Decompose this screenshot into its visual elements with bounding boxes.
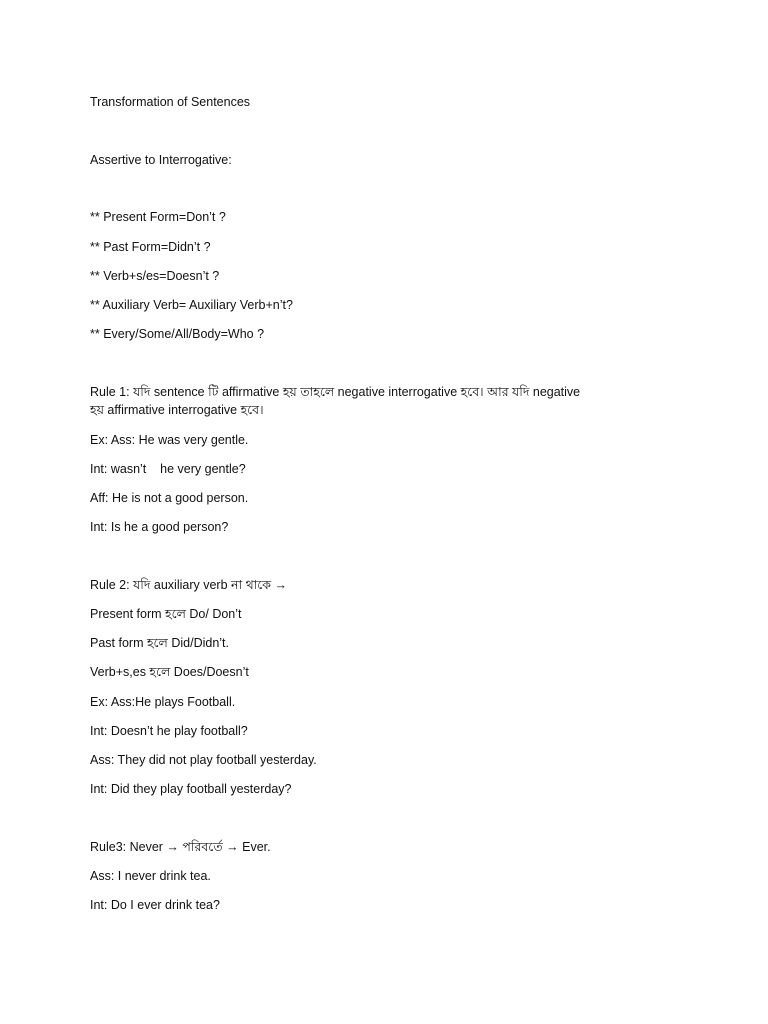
rule1-example-3: Aff: He is not a good person. [90, 491, 249, 505]
key-point-verb-s-es: ** Verb+s/es=Doesn’t ? [90, 269, 220, 283]
rule3-example-2: Int: Do I ever drink tea? [90, 898, 220, 912]
rule1-text-line2: হয় affirmative interrogative হবে। [90, 403, 264, 417]
rule3-example-1: Ass: I never drink tea. [90, 869, 211, 883]
key-point-every-some: ** Every/Some/All/Body=Who ? [90, 327, 265, 341]
rule2-item-past: Past form হলে Did/Didn’t. [90, 636, 229, 650]
document-title: Transformation of Sentences [90, 95, 251, 109]
rule2-item-present: Present form হলে Do/ Don’t [90, 607, 242, 621]
rule2-example-3: Ass: They did not play football yesterday. [90, 753, 317, 767]
document-subtitle: Assertive to Interrogative: [90, 153, 232, 167]
rule2-example-1: Ex: Ass:He plays Football. [90, 695, 236, 709]
rule2-heading: Rule 2: যদি auxiliary verb না থাকে → [90, 578, 288, 592]
rule2-example-4: Int: Did they play football yesterday? [90, 782, 292, 796]
rule1-example-1: Ex: Ass: He was very gentle. [90, 433, 249, 447]
rule2-example-2: Int: Doesn’t he play football? [90, 724, 248, 738]
key-point-auxiliary-verb: ** Auxiliary Verb= Auxiliary Verb+n’t? [90, 298, 293, 312]
rule2-item-verb-s-es: Verb+s,es হলে Does/Doesn’t [90, 665, 249, 679]
rule1-example-4: Int: Is he a good person? [90, 520, 229, 534]
rule3-heading: Rule3: Never → পরিবর্তে → Ever. [90, 840, 271, 854]
key-point-present-form: ** Present Form=Don’t ? [90, 210, 226, 224]
key-point-past-form: ** Past Form=Didn’t ? [90, 240, 211, 254]
rule1-example-2: Int: wasn’t he very gentle? [90, 462, 246, 476]
rule1-text-line1: Rule 1: যদি sentence টি affirmative হয় তাহলে negative interrogative হবে। আর যদি negative [90, 385, 581, 399]
